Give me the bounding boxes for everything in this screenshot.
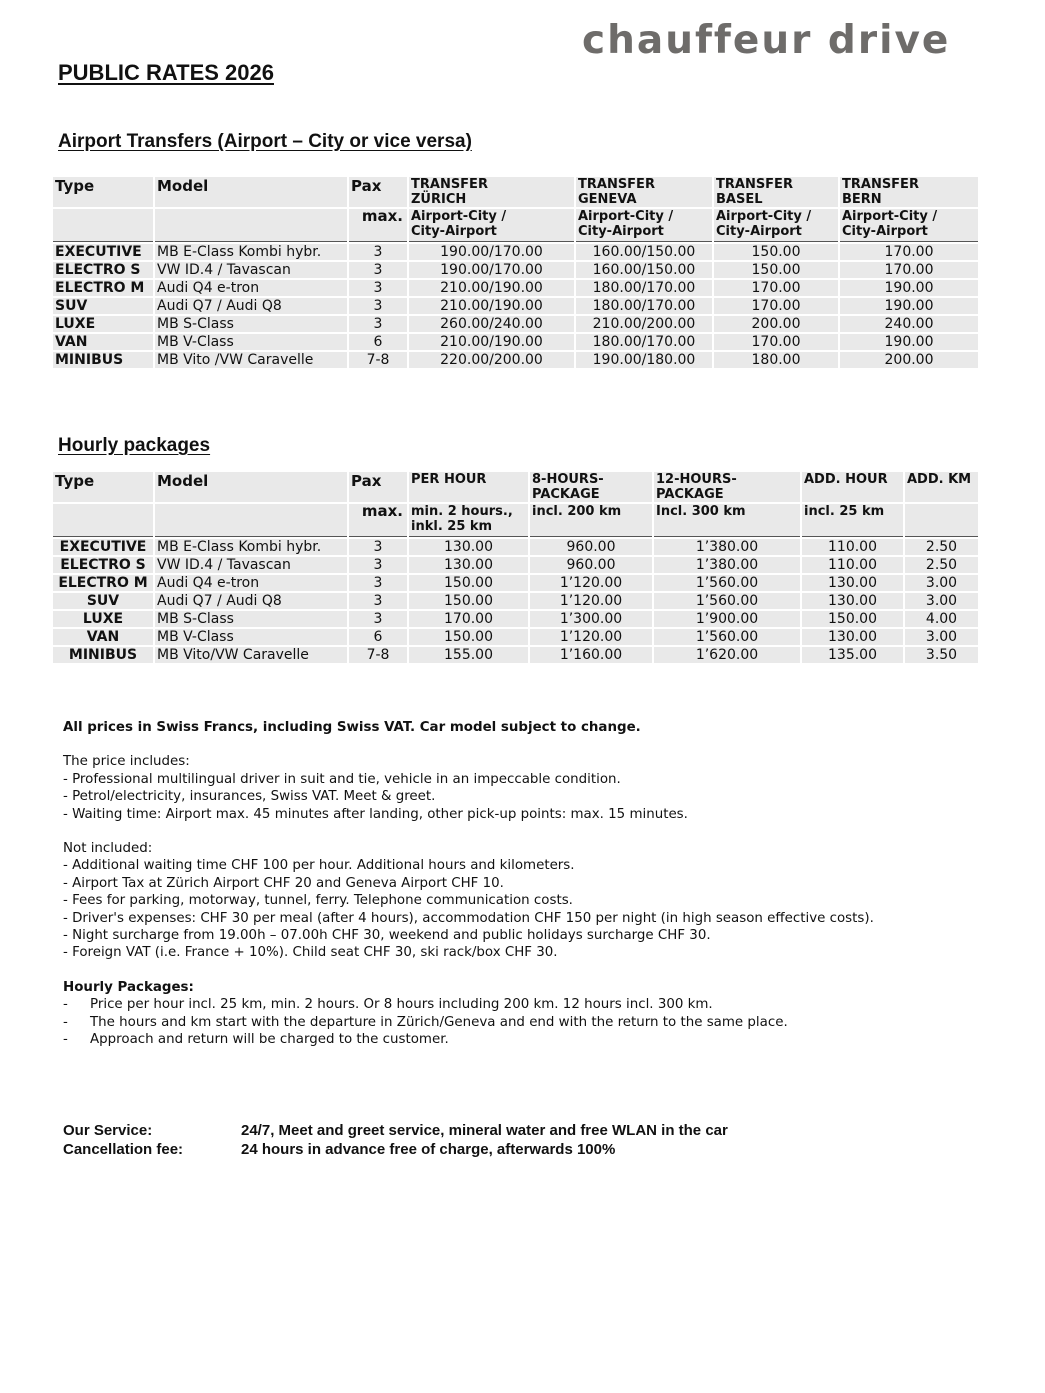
- cell-bern: 190.00: [840, 334, 978, 350]
- cell-model: MB E-Class Kombi hybr.: [155, 539, 347, 555]
- cell-basel: 170.00: [714, 298, 838, 314]
- terms-notes: [63, 719, 1023, 1049]
- cell-add-hour: 150.00: [802, 611, 903, 627]
- cell-model: Audi Q7 / Audi Q8: [155, 593, 347, 609]
- cancellation-label: Cancellation fee:: [63, 1141, 184, 1158]
- subheader-8-hours: incl. 200 km: [530, 504, 652, 537]
- cell-type: LUXE: [53, 611, 153, 627]
- not-included-item: - Foreign VAT (i.e. France + 10%). Child seat CHF 30, ski rack/box CHF 30.: [63, 945, 558, 961]
- cell-model: MB Vito /VW Caravelle: [155, 352, 347, 368]
- cell-12-hours: 1’900.00: [654, 611, 800, 627]
- subheader-empty: [53, 209, 153, 242]
- transfers-subheader-row: [53, 209, 978, 242]
- cell-per-hour: 155.00: [409, 647, 528, 663]
- header-8-hours-package: 8-HOURS- PACKAGE: [530, 472, 652, 502]
- hourly-notes-title: Hourly Packages:: [63, 979, 194, 995]
- header-add-hour: ADD. HOUR: [802, 472, 903, 502]
- service-label: Our Service:: [63, 1122, 153, 1139]
- cell-add-km: 3.00: [905, 575, 978, 591]
- cell-per-hour: 150.00: [409, 593, 528, 609]
- cell-pax: 3: [349, 557, 407, 573]
- subheader-per-hour: min. 2 hours., inkl. 25 km: [409, 504, 528, 537]
- table-row: [53, 316, 978, 332]
- not-included-title: Not included:: [63, 841, 153, 857]
- hourly-header-row: [53, 472, 978, 502]
- not-included-item: - Night surcharge from 19.00h – 07.00h CHF 30, weekend and public holidays surcharge CHF 30.: [63, 928, 711, 944]
- hourly-note-item: [63, 1014, 1023, 1031]
- cell-zurich: 190.00/170.00: [409, 244, 574, 260]
- cell-basel: 150.00: [714, 244, 838, 260]
- header-transfer-zurich: TRANSFER ZÜRICH: [409, 177, 574, 207]
- cell-pax: 7-8: [349, 352, 407, 368]
- cell-type: MINIBUS: [53, 647, 153, 663]
- subheader-route: Airport-City / City-Airport: [409, 209, 574, 242]
- cell-model: MB S-Class: [155, 611, 347, 627]
- table-row: [53, 244, 978, 260]
- cell-add-km: 2.50: [905, 539, 978, 555]
- cell-per-hour: 150.00: [409, 575, 528, 591]
- brand-logo: chauffeur drive: [582, 18, 951, 63]
- cell-8-hours: 1’160.00: [530, 647, 652, 663]
- hourly-table: [51, 470, 980, 665]
- cell-geneva: 180.00/170.00: [576, 298, 712, 314]
- cell-add-km: 4.00: [905, 611, 978, 627]
- cancellation-value: 24 hours in advance free of charge, afterwards 100%: [241, 1141, 616, 1158]
- table-row: [53, 611, 978, 627]
- header-type: Type: [53, 177, 153, 207]
- cell-bern: 190.00: [840, 298, 978, 314]
- cell-model: MB V-Class: [155, 629, 347, 645]
- cell-geneva: 210.00/200.00: [576, 316, 712, 332]
- cell-pax: 3: [349, 262, 407, 278]
- dash-bullet: -: [63, 997, 68, 1013]
- subheader-empty: [155, 504, 347, 537]
- currency-note: All prices in Swiss Francs, including Swiss VAT. Car model subject to change.: [63, 720, 641, 735]
- hourly-note-text: Price per hour incl. 25 km, min. 2 hours. Or 8 hours including 200 km. 12 hours incl. 300 km.: [90, 997, 713, 1013]
- header-transfer-bern: TRANSFER BERN: [840, 177, 978, 207]
- page-title: PUBLIC RATES 2026: [58, 60, 274, 85]
- cell-type: EXECUTIVE: [53, 539, 153, 555]
- dash-bullet: -: [63, 1014, 68, 1030]
- cell-model: MB V-Class: [155, 334, 347, 350]
- cell-pax: 3: [349, 244, 407, 260]
- service-footer: [63, 1121, 728, 1159]
- cell-per-hour: 170.00: [409, 611, 528, 627]
- cell-type: SUV: [53, 593, 153, 609]
- subheader-add-hour: incl. 25 km: [802, 504, 903, 537]
- subheader-route: Airport-City / City-Airport: [576, 209, 712, 242]
- cell-type: VAN: [53, 334, 153, 350]
- service-row: [63, 1121, 728, 1140]
- header-per-hour: PER HOUR: [409, 472, 528, 502]
- cell-bern: 170.00: [840, 262, 978, 278]
- cell-8-hours: 1’120.00: [530, 629, 652, 645]
- cell-model: MB E-Class Kombi hybr.: [155, 244, 347, 260]
- table-row: [53, 593, 978, 609]
- cell-12-hours: 1’560.00: [654, 575, 800, 591]
- dash-bullet: -: [63, 1032, 68, 1048]
- cell-type: SUV: [53, 298, 153, 314]
- table-row: [53, 629, 978, 645]
- cell-add-hour: 130.00: [802, 629, 903, 645]
- cell-add-hour: 110.00: [802, 539, 903, 555]
- cell-model: MB S-Class: [155, 316, 347, 332]
- hourly-note-item: [63, 996, 1023, 1013]
- cell-basel: 170.00: [714, 280, 838, 296]
- cell-model: Audi Q4 e-tron: [155, 280, 347, 296]
- table-row: [53, 298, 978, 314]
- not-included-item: - Airport Tax at Zürich Airport CHF 20 and Geneva Airport CHF 10.: [63, 875, 504, 891]
- cell-pax: 3: [349, 298, 407, 314]
- hourly-note-item: [63, 1031, 1023, 1048]
- hourly-note-text: The hours and km start with the departure in Zürich/Geneva and end with the return to the same place.: [90, 1014, 788, 1030]
- table-row: [53, 647, 978, 663]
- cell-zurich: 220.00/200.00: [409, 352, 574, 368]
- cell-add-hour: 135.00: [802, 647, 903, 663]
- header-add-km: ADD. KM: [905, 472, 978, 502]
- cell-model: VW ID.4 / Tavascan: [155, 557, 347, 573]
- header-pax: Pax: [349, 472, 407, 502]
- cell-type: LUXE: [53, 316, 153, 332]
- cell-pax: 3: [349, 593, 407, 609]
- cell-type: EXECUTIVE: [53, 244, 153, 260]
- header-transfer-geneva: TRANSFER GENEVA: [576, 177, 712, 207]
- table-row: [53, 334, 978, 350]
- subheader-12-hours: Incl. 300 km: [654, 504, 800, 537]
- cell-pax: 6: [349, 629, 407, 645]
- cell-bern: 170.00: [840, 244, 978, 260]
- cell-12-hours: 1’560.00: [654, 629, 800, 645]
- cell-zurich: 260.00/240.00: [409, 316, 574, 332]
- cell-pax: 3: [349, 611, 407, 627]
- cell-zurich: 210.00/190.00: [409, 334, 574, 350]
- includes-title: The price includes:: [63, 754, 190, 770]
- cell-basel: 200.00: [714, 316, 838, 332]
- cell-pax: 3: [349, 280, 407, 296]
- cell-12-hours: 1’380.00: [654, 557, 800, 573]
- cell-8-hours: 1’120.00: [530, 575, 652, 591]
- header-pax: Pax: [349, 177, 407, 207]
- not-included-item: - Additional waiting time CHF 100 per hour. Additional hours and kilometers.: [63, 858, 575, 874]
- subheader-add-km: [905, 504, 978, 537]
- cell-add-km: 3.50: [905, 647, 978, 663]
- cell-type: ELECTRO S: [53, 557, 153, 573]
- cell-zurich: 190.00/170.00: [409, 262, 574, 278]
- cell-pax: 6: [349, 334, 407, 350]
- table-row: [53, 262, 978, 278]
- cell-12-hours: 1’620.00: [654, 647, 800, 663]
- cell-type: ELECTRO M: [53, 575, 153, 591]
- header-12-hours-package: 12-HOURS- PACKAGE: [654, 472, 800, 502]
- subheader-pax-max: max.: [349, 209, 407, 242]
- cell-pax: 3: [349, 539, 407, 555]
- cell-basel: 170.00: [714, 334, 838, 350]
- cell-pax: 7-8: [349, 647, 407, 663]
- includes-item: - Waiting time: Airport max. 45 minutes after landing, other pick-up points: max. 15 minutes.: [63, 806, 688, 822]
- subheader-empty: [155, 209, 347, 242]
- table-row: [53, 280, 978, 296]
- subheader-empty: [53, 504, 153, 537]
- cell-add-km: 3.00: [905, 593, 978, 609]
- cell-type: ELECTRO M: [53, 280, 153, 296]
- cell-pax: 3: [349, 316, 407, 332]
- cell-per-hour: 150.00: [409, 629, 528, 645]
- cell-per-hour: 130.00: [409, 557, 528, 573]
- cell-basel: 180.00: [714, 352, 838, 368]
- cell-8-hours: 960.00: [530, 539, 652, 555]
- cell-geneva: 190.00/180.00: [576, 352, 712, 368]
- cell-12-hours: 1’380.00: [654, 539, 800, 555]
- cell-8-hours: 1’300.00: [530, 611, 652, 627]
- cell-add-hour: 130.00: [802, 593, 903, 609]
- cell-type: ELECTRO S: [53, 262, 153, 278]
- table-row: [53, 352, 978, 368]
- transfers-table: [51, 175, 980, 370]
- cell-type: VAN: [53, 629, 153, 645]
- table-row: [53, 539, 978, 555]
- not-included-item: - Driver's expenses: CHF 30 per meal (after 4 hours), accommodation CHF 150 per night (in high season effective costs).: [63, 910, 874, 926]
- not-included-item: - Fees for parking, motorway, tunnel, ferry. Telephone communication costs.: [63, 893, 573, 909]
- subheader-pax-max: max.: [349, 504, 407, 537]
- cell-geneva: 180.00/170.00: [576, 280, 712, 296]
- header-model: Model: [155, 472, 347, 502]
- cell-8-hours: 960.00: [530, 557, 652, 573]
- cell-zurich: 210.00/190.00: [409, 298, 574, 314]
- transfers-header-row: [53, 177, 978, 207]
- cell-add-km: 2.50: [905, 557, 978, 573]
- table-row: [53, 575, 978, 591]
- cell-add-hour: 130.00: [802, 575, 903, 591]
- subheader-route: Airport-City / City-Airport: [714, 209, 838, 242]
- cell-model: MB Vito/VW Caravelle: [155, 647, 347, 663]
- header-transfer-basel: TRANSFER BASEL: [714, 177, 838, 207]
- hourly-note-text: Approach and return will be charged to the customer.: [90, 1032, 449, 1048]
- header-model: Model: [155, 177, 347, 207]
- cell-geneva: 180.00/170.00: [576, 334, 712, 350]
- cell-model: Audi Q4 e-tron: [155, 575, 347, 591]
- service-value: 24/7, Meet and greet service, mineral water and free WLAN in the car: [241, 1122, 728, 1139]
- cell-type: MINIBUS: [53, 352, 153, 368]
- cell-bern: 200.00: [840, 352, 978, 368]
- cell-add-km: 3.00: [905, 629, 978, 645]
- cancellation-row: [63, 1140, 728, 1159]
- transfers-section-title: Airport Transfers (Airport – City or vice versa): [58, 131, 472, 152]
- cell-model: Audi Q7 / Audi Q8: [155, 298, 347, 314]
- cell-8-hours: 1’120.00: [530, 593, 652, 609]
- cell-bern: 240.00: [840, 316, 978, 332]
- cell-12-hours: 1’560.00: [654, 593, 800, 609]
- cell-basel: 150.00: [714, 262, 838, 278]
- table-row: [53, 557, 978, 573]
- includes-item: - Petrol/electricity, insurances, Swiss VAT. Meet & greet.: [63, 789, 436, 805]
- hourly-subheader-row: [53, 504, 978, 537]
- cell-pax: 3: [349, 575, 407, 591]
- header-type: Type: [53, 472, 153, 502]
- includes-item: - Professional multilingual driver in suit and tie, vehicle in an impeccable condition.: [63, 771, 621, 787]
- cell-zurich: 210.00/190.00: [409, 280, 574, 296]
- cell-per-hour: 130.00: [409, 539, 528, 555]
- hourly-section-title: Hourly packages: [58, 435, 211, 456]
- subheader-route: Airport-City / City-Airport: [840, 209, 978, 242]
- cell-model: VW ID.4 / Tavascan: [155, 262, 347, 278]
- cell-add-hour: 110.00: [802, 557, 903, 573]
- cell-bern: 190.00: [840, 280, 978, 296]
- cell-geneva: 160.00/150.00: [576, 244, 712, 260]
- cell-geneva: 160.00/150.00: [576, 262, 712, 278]
